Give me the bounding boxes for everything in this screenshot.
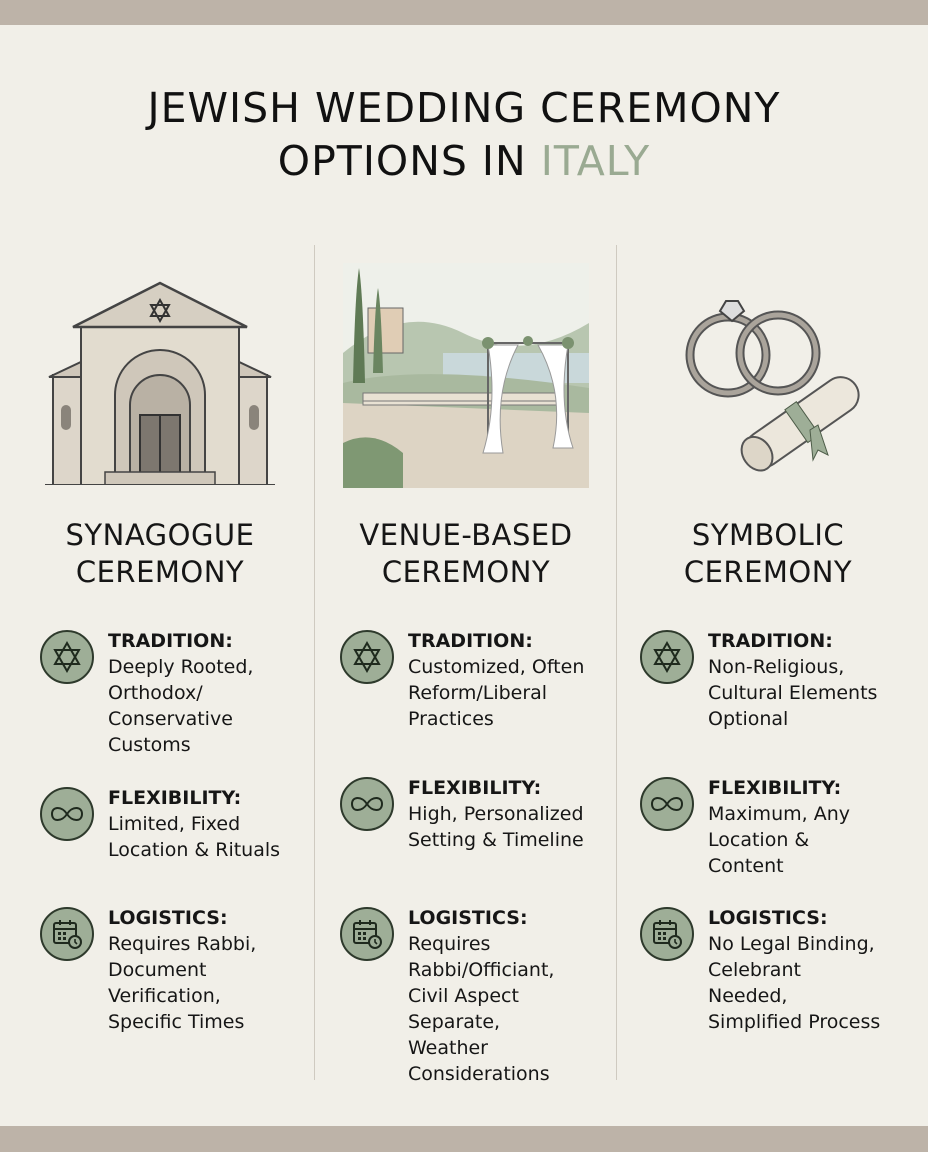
item-label: LOGISTICS: [708,907,828,929]
infinity-icon [40,787,94,841]
item-line: Conservative [108,708,233,730]
venue-illustration [316,255,616,495]
item-text [708,905,880,1035]
symbolic-illustration [618,255,918,495]
item-line: Considerations [408,1063,550,1085]
info-item-logistics [640,905,880,1035]
item-line: Setting & Timeline [408,829,584,851]
item-line: Rabbi/Officiant, [408,959,555,981]
item-line: Deeply Rooted, [108,656,254,678]
star-of-david-icon [340,630,394,684]
item-line: Limited, Fixed [108,813,241,835]
column-title-line: CEREMONY [381,555,551,589]
item-text [408,775,584,853]
item-line: Maximum, Any [708,803,850,825]
column-title [10,517,310,591]
column-venue [316,255,616,591]
item-line: Needed, [708,985,788,1007]
info-item-flexibility [40,785,280,863]
column-title [316,517,616,591]
info-item-tradition [40,628,253,758]
item-label: TRADITION: [708,630,833,652]
item-label: FLEXIBILITY: [708,777,842,799]
item-line: Reform/Liberal [408,682,548,704]
item-line: Optional [708,708,789,730]
info-item-logistics [40,905,256,1035]
page-title [0,82,928,188]
item-line: Content [708,855,784,877]
item-line: Civil Aspect [408,985,519,1007]
item-line: Practices [408,708,494,730]
infinity-icon [340,777,394,831]
calendar-clock-icon [40,907,94,961]
star-of-david-icon [40,630,94,684]
item-line: Non-Religious, [708,656,845,678]
item-line: Weather [408,1037,488,1059]
info-item-logistics [340,905,554,1087]
item-text [108,905,256,1035]
item-label: TRADITION: [108,630,233,652]
item-text [108,785,280,863]
item-line: High, Personalized [408,803,584,825]
item-line: Location & Rituals [108,839,281,861]
item-line: Simplified Process [708,1011,881,1033]
item-line: Verification, [108,985,221,1007]
column-title-line: CEREMONY [75,555,245,589]
item-line: Requires Rabbi, [108,933,257,955]
item-line: Location & [708,829,810,851]
item-line: Orthodox/ [108,682,203,704]
column-title [618,517,918,591]
column-title-line: VENUE-BASED [359,518,573,552]
top-bar [0,0,928,25]
item-text [408,905,554,1087]
item-line: Document [108,959,207,981]
title-line-1: JEWISH WEDDING CEREMONY [147,84,781,132]
info-item-tradition [340,628,584,732]
title-accent: ITALY [540,137,651,185]
calendar-clock-icon [340,907,394,961]
item-text [408,628,584,732]
item-text [108,628,253,758]
item-line: Cultural Elements [708,682,878,704]
item-line: Requires [408,933,491,955]
item-line: Customized, Often [408,656,585,678]
column-synagogue [10,255,310,591]
item-label: FLEXIBILITY: [108,787,242,809]
item-text [708,628,877,732]
column-title-line: CEREMONY [683,555,853,589]
infinity-icon [640,777,694,831]
star-of-david-icon [640,630,694,684]
bottom-bar [0,1126,928,1152]
info-item-flexibility [640,775,850,879]
item-line: Specific Times [108,1011,245,1033]
column-divider [616,245,617,1080]
column-divider [314,245,315,1080]
item-label: FLEXIBILITY: [408,777,542,799]
title-line-2: OPTIONS IN [277,137,527,185]
synagogue-illustration [10,255,310,495]
item-line: Separate, [408,1011,501,1033]
column-title-line: SYMBOLIC [691,518,845,552]
info-item-tradition [640,628,877,732]
info-item-flexibility [340,775,584,853]
item-line: Customs [108,734,191,756]
item-line: Celebrant [708,959,801,981]
calendar-clock-icon [640,907,694,961]
item-label: TRADITION: [408,630,533,652]
item-text [708,775,850,879]
column-symbolic [618,255,918,591]
column-title-line: SYNAGOGUE [65,518,255,552]
item-line: No Legal Binding, [708,933,875,955]
item-label: LOGISTICS: [108,907,228,929]
item-label: LOGISTICS: [408,907,528,929]
